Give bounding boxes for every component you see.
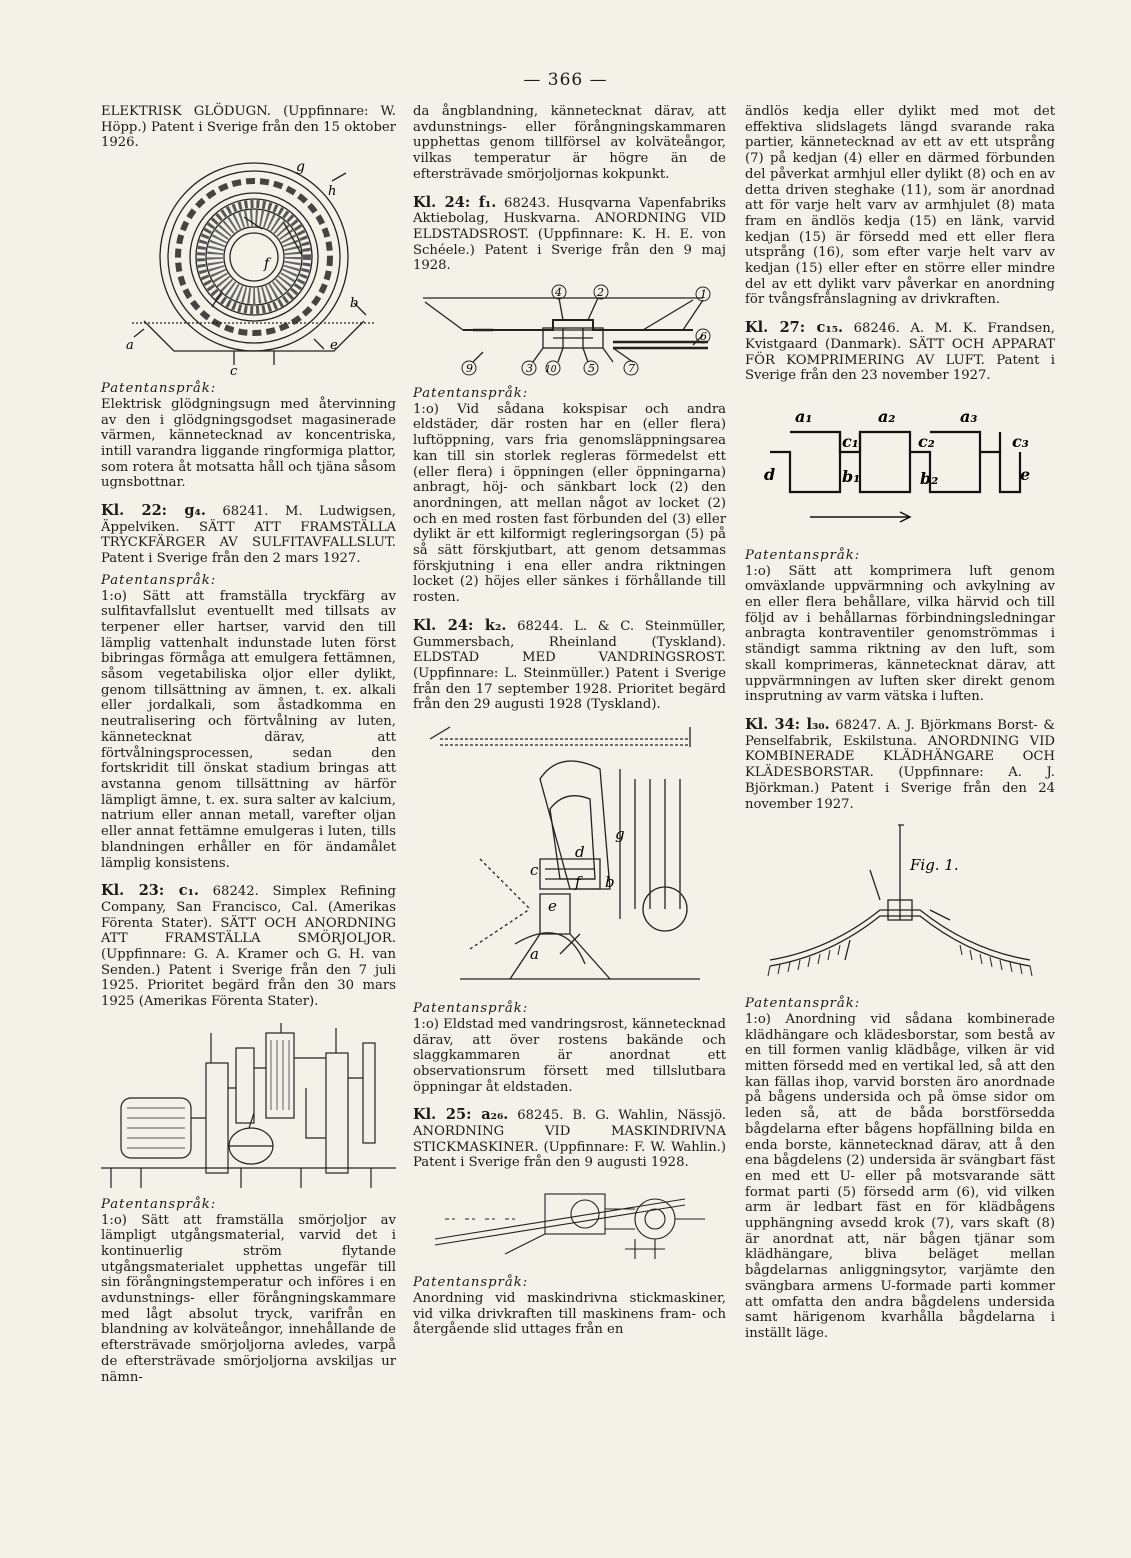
fig-label-e: e [329, 338, 338, 354]
fig-label: 1 [700, 288, 707, 302]
claims-label: Patentanspråk: [413, 386, 529, 402]
fig-label-d: d [764, 464, 776, 484]
claims-label: Patentanspråk: [413, 1275, 529, 1291]
claims-text: 1:o) Eldstad med vandringsrost, kännetecknad därav, att över rostens bakände och slaggkammaren är anordnat ett observationsrum försett med tillslutbara öppningar åt eldstaden. [413, 1016, 726, 1095]
class-code: Kl. 25: a₂₆. [413, 1106, 509, 1124]
claims-text: Anordning vid maskindrivna stickmaskiner, vid vilka drivkraften till maskinens fram- och återgående slid uttages från en [413, 1290, 726, 1338]
page-number: — 366 — [523, 70, 608, 90]
entry-title: 68245. B. G. Wahlin, Nässjö. ANORDNING VID MASKINDRIVNA STICKMASKINER. (Uppfinnare: F. W. Wahlin.) Patent i Sverige från den 9 augusti 1928. [413, 1108, 726, 1171]
entry-head [413, 195, 726, 275]
fig-label-c: c [229, 364, 237, 376]
claims-text: 1:o) Sätt att komprimera luft genom omväxlande uppvärmning och avkylning av en eller flera behållare, vilka härvid och till följd av i behållarnas förbindningsledningar anbragta kontraventiler genomströmmas i ständigt samma riktning av den luft, som skall komprimeras, kännetecknat därav, att uppvärmningen av luften sker direkt genom insprutning av varm vätska i luften. [745, 563, 1055, 705]
fig-label-a: a [529, 945, 539, 964]
column-1 [101, 104, 396, 1385]
claims-text: 1:o) Anordning vid sådana kombinerade klädhängare och klädesborstar, som bestå av en till formen vanlig klädbåge, vilken är vid mitten försedd med en vertikal led, så att den kan fällas ihop, varvid borsten äro anordnade på bågens undersida och på ömse sidor om leden så, att de båda borstförsedda bågdelarna efter bågens hopfällning bilda en enda borste, kännetecknad därav, att å den ena bågdelens (2) undersida är svängbart fäst en med ett U- eller på motsvarande sätt format parti (5) försedd arm (6), vid vilken arm är ledbart fäst en för klädbågens upphängning avsedd krok (7), vars skaft (8) är anordnat att, när bågen tjänar som klädhängare, bliva beläget mellan bågdelarnas anliggningsytor, varjämte den svängbara armens U-formade parti kommer att omfatta den andra bågdelens undersida samt härigenom kvarhålla bågdelarna i inställt läge. [745, 1011, 1055, 1341]
entry-title: 68241. M. Ludwigsen, Äppelviken. SÄTT ATT FRAMSTÄLLA TRYCKFÄRGER AV SULFITAVFALLSLUT. Patent i Sverige från den 2 mars 1927. [101, 504, 397, 567]
fig-label-b: b [604, 873, 615, 892]
fig-label-f: f [263, 256, 269, 273]
entry-title: 68244. L. & C. Steinmüller, Gummersbach, Rheinland (Tyskland). ELDSTAD MED VANDRINGSROST. (Uppfinnare: L. Steinmüller.) Patent i Sverige från den 17 september 1928. Prioritet begärd från den 29 augusti 1928 (Tyskland). [413, 618, 726, 713]
claims-label: Patentanspråk: [413, 1001, 529, 1017]
entry-title: 68246. A. M. K. Frandsen, Kvistgaard (Danmark). SÄTT OCH APPARAT FÖR KOMPRIMERING AV LUFT. Patent i Sverige från den 23 november 1927. [745, 321, 1055, 384]
fig-label: 4 [555, 286, 562, 300]
fig-label-a: a [125, 338, 134, 354]
claims-text: Elektrisk glödgningsugn med återvinning av den i glödgningsgodset magasinerade värmen, kännetecknad av koncentriska, intill varandra liggande ringformiga plattor, som rotera åt motsatta håll och tjäna såsom ugnsbottnar. [101, 396, 396, 491]
fig-label-c1: c₁ [842, 431, 859, 451]
fig-label-e: e [547, 897, 557, 916]
entry-head: ELEKTRISK GLÖDUGN. (Uppfinnare: W. Höpp.) Patent i Sverige från den 15 oktober 1926. [101, 104, 396, 151]
column-3 [745, 104, 1055, 1342]
fig-label: 6 [700, 330, 707, 344]
claims-label: Patentanspråk: [101, 572, 217, 588]
class-code: Kl. 23: c₁. [101, 882, 199, 900]
continued-text: ändlös kedja eller dylikt med mot det effektiva slidslagets längd svarande raka partier, kännetecknad av ett av ett utsprång (7) på kedjan (4) eller en därmed förbunden del påverkat armhjul eller dylikt (8) och en av detta driven steghake (11), som är anordnad att för varje helt varv av armhjulet (8) mata fram en ändlös kedja (15) en länk, varvid kedjan (15) är försedd med ett eller flera utsprång (16), som efter varje helt varv av kedjan (15) eller efter en större eller mindre del av ett dylikt varv påverkar en anordning för tvångsfrånslagning av drivkraften. [745, 104, 1055, 308]
class-code: Kl. 24: f₁. [413, 193, 497, 211]
claims-text: 1:o) Sätt att framställa smörjoljor av lämpligt utgångsmaterial, varvid det i kontinuerlig ström flytande utgångsmaterialet upphettas ungefär till sin förångningstemperatur och införes i en avdunstnings- eller förångningskammare med lågt absolut tryck, varifrån en blandning av kolväteångor, innehållande de eftersträvade smörjoljorna avledes, varpå de eftersträvade smörjoljorna avskiljas ur nämn- [101, 1212, 396, 1385]
entry-title: 68247. A. J. Björkmans Borst- & Penselfabrik, Eskilstuna. ANORDNING VID KOMBINERADE KLÄDHÄNGARE OCH KLÄDESBORSTAR. (Uppfinnare: A. J. Björkman.) Patent i Sverige från den 24 november 1927. [745, 717, 1055, 812]
entry-head [413, 1107, 726, 1171]
fig-label: 2 [597, 286, 604, 300]
fig-label-a1: a₁ [795, 406, 813, 426]
fig-label-b2: b₂ [920, 468, 939, 488]
claims-text: 1:o) Sätt att framställa tryckfärg av sulfitavfallslut eventuellt med tillsats av terpener eller hartser, varvid den till lämplig vattenhalt indunstade luten först bibringas förmåga att emulgera fettämnen, såsom vegetabiliska oljor eller dylikt, genom tillsättning av ämnen, t. ex. alkali eller jordalkali, som åstadkomma en neutralisering och förtvålning av luten, kännetecknat därav, att förtvålningsprocessen, sedan den fortskridit till önskat stadium bringas att avstanna genom tillsättning av härför lämpligt ämne, t. ex. sura salter av kalcium, natrium eller annan metall, varefter oljan eller annat fettämne emulgeras i luten, tills blandningen erhåller en för ändamålet lämplig konsistens. [101, 588, 396, 871]
fig-label-a3: a₃ [960, 406, 978, 426]
entry-title: 68243. Husqvarna Vapenfabriks Aktiebolag, Huskvarna. ANORDNING VID ELDSTADSROST. (Uppfinnare: K. H. E. von Schéele.) Patent i Sverige från den 9 maj 1928. [413, 195, 726, 274]
fig-label-g: g [295, 159, 305, 176]
clothes-hanger-brush-figure [750, 820, 1050, 990]
class-code: Kl. 34: l₃₀. [745, 715, 830, 733]
fig-label-c2: c₂ [918, 431, 935, 451]
claims-label: Patentanspråk: [101, 381, 217, 397]
entry-head [745, 717, 1055, 812]
entry-head [413, 618, 726, 713]
fig-label-g: g [614, 825, 625, 844]
fig-label-b: b [349, 296, 358, 312]
fig-label-c3: c₃ [1012, 431, 1029, 451]
travelling-grate-figure [420, 719, 720, 995]
class-code: Kl. 27: c₁₅. [745, 319, 844, 337]
entry-title: 68242. Simplex Refining Company, San Francisco, Cal. (Amerikas Förenta Stater). SÄTT OCH ANORDNING ATT FRAMSTÄLLA SMÖRJOLJOR. (Uppfinnare: G. A. Kramer och G. H. van Senden.) Patent i Sverige från den 7 juli 1925. Prioritet begärd från den 30 mars 1925 (Amerikas Förenta Stater). [101, 884, 396, 1010]
fig-label-a2: a₂ [878, 406, 896, 426]
entry-head [745, 320, 1055, 384]
claims-label: Patentanspråk: [745, 996, 861, 1012]
fig-label: 3 [526, 362, 533, 376]
fig-label: Fig. 1. [910, 856, 959, 875]
fig-label: 9 [466, 362, 473, 376]
fig-label-f: f [574, 873, 581, 892]
fig-label-h: h [327, 184, 336, 200]
claims-label: Patentanspråk: [745, 547, 861, 563]
class-code: Kl. 22: g₄. [101, 502, 206, 520]
fig-label: 10 [545, 365, 557, 376]
fig-label: 5 [588, 362, 595, 376]
fig-label-d: d [574, 843, 585, 862]
knitting-machine-figure [425, 1179, 715, 1269]
class-code: Kl. 24: k₂. [413, 616, 507, 634]
entry-head [101, 503, 396, 567]
claims-text: 1:o) Vid sådana kokspisar och andra eldstäder, där rosten har en (eller flera) luftöppning, vars fria genomsläppningsarea kan till sin storlek regleras förmedelst ett (eller flera) i öppningen (eller öppningarna) anbragt, höj- och sänkbart lock (2) den anordningen, att mellan något av locket (2) och en med rosten fast förbunden del (3) eller dylikt är ett kilformigt regleringsorgan (5) på så sätt förskjutbart, att genom detsammas förskjutning i ena eller andra riktningen locket (2) höjes eller sänkes i förhållande till rosten. [413, 401, 726, 606]
column-2 [413, 104, 726, 1338]
continued-text: da ångblandning, kännetecknat därav, att avdunstnings- eller förångningskammaren upphettas genom tillförsel av kolväteångor, vilkas temperatur är högre än de eftersträvade smörjoljornas kokpunkt. [413, 104, 726, 182]
fig-label-b1: b₁ [842, 466, 861, 486]
entry-head [101, 883, 396, 1010]
compressor-figure [750, 392, 1050, 542]
fig-label: 7 [628, 362, 635, 376]
claims-label: Patentanspråk: [101, 1196, 217, 1212]
furnace-figure [114, 153, 384, 375]
fig-label-e: e [1020, 464, 1031, 484]
grate-figure [413, 280, 726, 380]
fig-label-c: c [529, 861, 538, 880]
lubricating-oil-apparatus-figure [101, 1018, 396, 1193]
